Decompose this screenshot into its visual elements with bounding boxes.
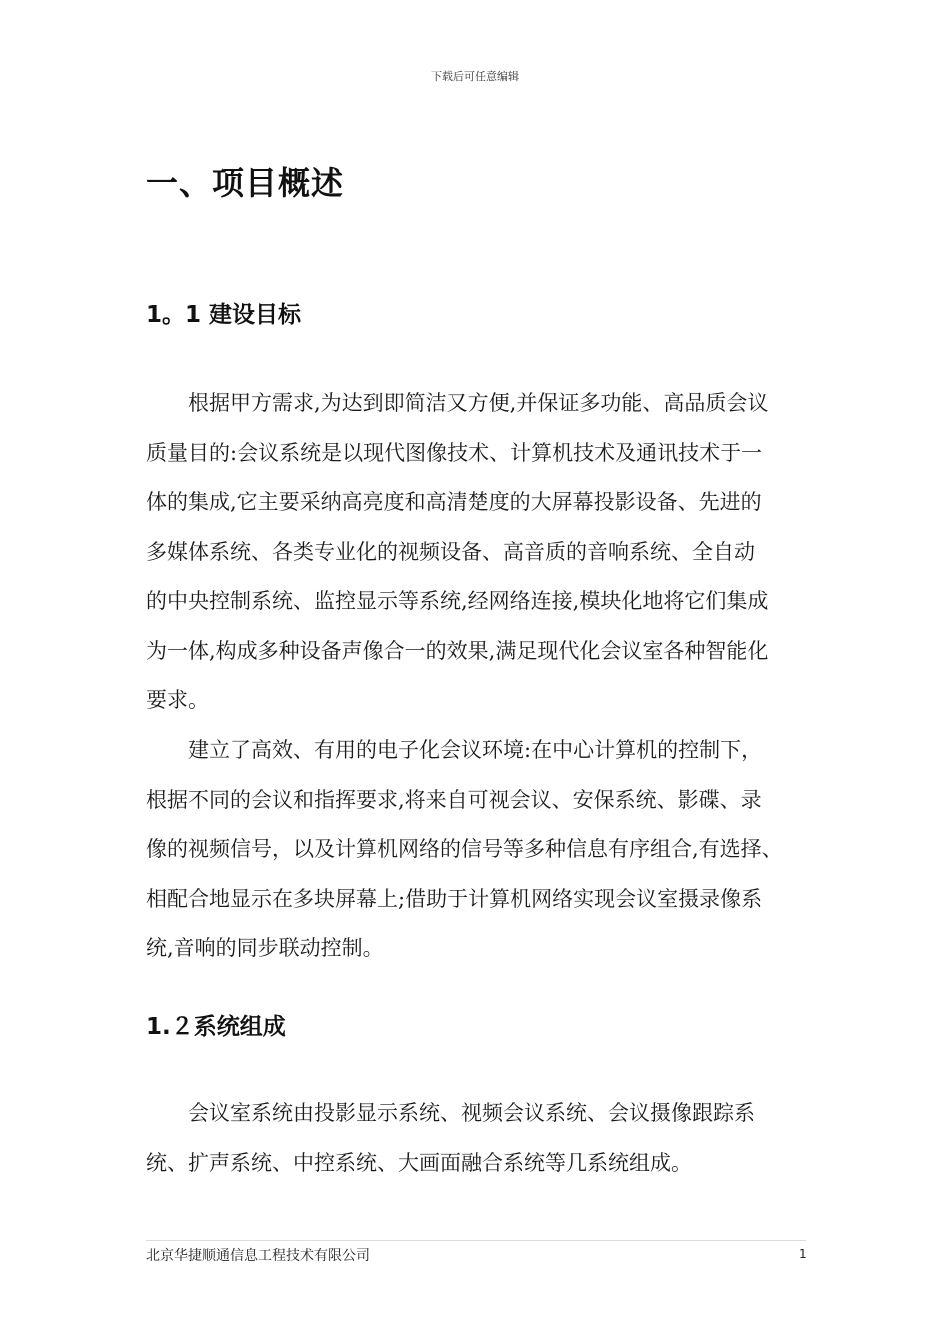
- paragraph-composition: [146, 1089, 836, 1188]
- text-line: 质量目的:会议系统是以现代图像技术、计算机技术及通讯技术于一: [146, 440, 763, 465]
- text-line: 根据甲方需求,为达到即简洁又方便,并保证多功能、高品质会议: [188, 391, 769, 415]
- text-line: 为一体,构成多种设备声像合一的效果,满足现代化会议室各种智能化: [146, 638, 769, 663]
- text-line: 会议室系统由投影显示系统、视频会议系统、会议摄像跟踪系: [188, 1101, 755, 1125]
- text-line: 体的集成,它主要采纳高亮度和高清楚度的大屏幕投影设备、先进的: [146, 490, 762, 514]
- text-line: 要求。: [146, 688, 209, 712]
- text-line: 的中央控制系统、监控显示等系统,经网络连接,模块化地将它们集成: [146, 589, 769, 613]
- text-line: 统,音响的同步联动控制。: [146, 936, 384, 960]
- footer-company-name: 北京华捷顺通信息工程技术有限公司: [146, 1248, 370, 1264]
- section-title-construction-goals: 1。1 建设目标: [146, 302, 302, 328]
- footer-divider: [146, 1240, 806, 1241]
- text-line: 根据不同的会议和指挥要求,将来自可视会议、安保系统、影碟、录: [146, 787, 762, 812]
- paragraph-goals-2: [146, 726, 836, 974]
- text-line: 统、扩声系统、中控系统、大画面融合系统等几系统组成。: [146, 1150, 692, 1175]
- section-title-system-composition: 1.２系统组成: [146, 1014, 286, 1040]
- text-line: 相配合地显示在多块屏幕上;借助于计算机网络实现会议室摄录像系: [146, 886, 763, 911]
- text-line: 像的视频信号，以及计算机网络的信号等多种信息有序组合,有选择、: [146, 837, 783, 861]
- page-header-note: 下载后可任意编辑: [431, 70, 519, 83]
- chapter-title: 一、项目概述: [146, 164, 345, 202]
- text-line: 建立了高效、有用的电子化会议环境:在中心计算机的控制下，: [188, 738, 763, 762]
- footer-page-number: 1: [799, 1247, 807, 1261]
- text-line: 多媒体系统、各类专业化的视频设备、高音质的音响系统、全自动: [146, 539, 755, 564]
- paragraph-goals-1: [146, 379, 836, 726]
